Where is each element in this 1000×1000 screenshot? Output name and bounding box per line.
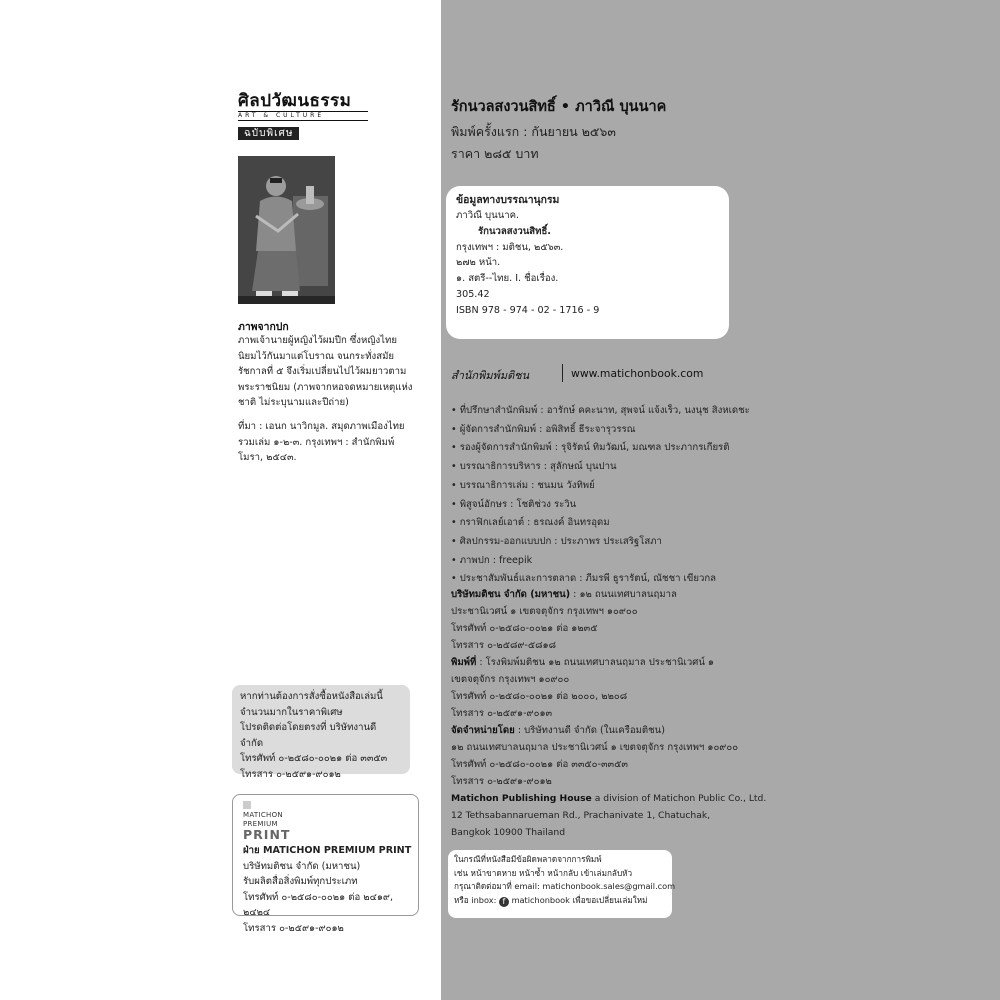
staff-item: • ผู้จัดการสำนักพิมพ์ : อพิสิทธิ์ ธีระจารุวรรณ	[451, 423, 636, 435]
premium-print-line: โทรสาร ๐-๒๕๙๑-๙๐๑๒	[243, 922, 344, 934]
company-line: โทรสาร ๐-๒๕๙๑-๙๐๑๓	[451, 708, 553, 719]
company-line	[451, 586, 771, 603]
order-line: โปรดติดต่อโดยตรงที่ บริษัทงานดี จำกัด	[240, 722, 377, 749]
cover-source-line: ที่มา : เอนก นาวิกมูล. สมุดภาพเมืองไทย	[238, 421, 405, 432]
company-line: โทรศัพท์ ๐-๒๕๘๐-๐๐๒๑ ต่อ ๓๓๕๐-๓๓๕๓	[451, 759, 628, 770]
staff-item: • ที่ปรึกษาสำนักพิมพ์ : อารักษ์ คคะนาท, สุพจน์ แจ้งเร็ว, นงนุช สิงหเดชะ	[451, 405, 750, 416]
book-title: รักนวลสงวนสิทธิ์ • ภาวิณี บุนนาค	[451, 99, 667, 115]
cataloging-book: รักนวลสงวนสิทธิ์.	[478, 225, 551, 237]
cover-source-line: รวมเล่ม ๑-๒-๓. กรุงเทพฯ : สำนักพิมพ์	[238, 436, 395, 448]
price-line: ราคา ๒๘๕ บาท	[451, 146, 539, 161]
company-line-en	[451, 790, 771, 807]
note-line: ในกรณีที่หนังสือมีข้อผิดพลาดจากการพิมพ์	[454, 854, 602, 864]
company-line: เขตจตุจักร กรุงเทพฯ ๑๐๙๐๐	[451, 674, 570, 685]
cataloging-line: ๑. สตรี--ไทย. I. ชื่อเรื่อง.	[456, 273, 559, 285]
company-line-en: 12 Tethsabannarueman Rd., Prachanivate 1, Chatuchak,	[451, 810, 711, 821]
company-line: ๑๒ ถนนเทศบาลนฤมาล ประชานิเวศน์ ๑ เขตจตุจักร กรุงเทพฯ ๑๐๙๐๐	[451, 742, 739, 753]
premium-print-logo-l3: PRINT	[243, 827, 291, 843]
company-line: โทรศัพท์ ๐-๒๕๘๐-๐๐๒๑ ต่อ ๑๒๓๕	[451, 623, 598, 634]
note-line	[454, 894, 666, 908]
company-line: ประชานิเวศน์ ๑ เขตจตุจักร กรุงเทพฯ ๑๐๙๐๐	[451, 606, 638, 617]
premium-print-line: โทรศัพท์ ๐-๒๕๘๐-๐๐๒๑ ต่อ ๒๔๑๙, ๒๔๒๔	[243, 891, 394, 919]
staff-item: • ประชาสัมพันธ์และการตลาด : ภีมรพี ธูรารัตน์, ณัชชา เขียวกล	[451, 573, 717, 585]
note-line: กรุณาติดต่อมาที่ email: matichonbook.sales@gmail.com	[454, 881, 676, 892]
premium-print-line: รับผลิตสื่อสิ่งพิมพ์ทุกประเภท	[243, 876, 358, 888]
staff-item: • ภาพปก : freepik	[451, 554, 533, 566]
staff-item: • รองผู้จัดการสำนักพิมพ์ : รุจิรัตน์ ทิมวัฒน์, มณฑล ประภากรเกียรติ	[451, 442, 730, 454]
publisher-url[interactable]: www.matichonbook.com	[571, 367, 704, 380]
staff-item: • บรรณาธิการบริหาร : สุลักษณ์ บุนปาน	[451, 461, 617, 473]
premium-print-logo-l2: PREMIUM	[243, 819, 278, 828]
company-line	[451, 722, 771, 739]
edition-line: พิมพ์ครั้งแรก : กันยายน ๒๕๖๓	[451, 124, 616, 139]
staff-list	[451, 402, 761, 589]
bulk-order-box	[232, 685, 410, 780]
distributor-label: จัดจำหน่ายโดย	[451, 725, 515, 736]
cataloging-line: 305.42	[456, 288, 490, 300]
premium-print-logo-l1: MATICHON	[243, 811, 283, 820]
premium-print-text	[243, 843, 418, 937]
note-line: เช่น หน้าขาดหาย หน้าซ้ำ หน้ากลับ เข้าเล่มกลับหัว	[454, 867, 633, 878]
cataloging-line: ๒๗๒ หน้า.	[456, 257, 501, 269]
premium-print-line: บริษัทมติชน จำกัด (มหาชน)	[243, 860, 361, 872]
cover-caption-line: ภาพเจ้านายผู้หญิงไว้ผมปีก ซึ่งหญิงไทย	[238, 335, 397, 346]
note-inbox-suffix: เพื่อขอเปลี่ยนเล่มใหม่	[569, 894, 648, 905]
company-address: : ๑๒ ถนนเทศบาลนฤมาล	[570, 589, 677, 600]
logo-main-text: ศิลปวัฒนธรรม	[238, 91, 352, 111]
order-line: หากท่านต้องการสั่งซื้อหนังสือเล่มนี้	[240, 691, 383, 702]
logo-separator	[562, 364, 563, 382]
company-line-en: Bangkok 10900 Thailand	[451, 827, 566, 838]
cataloging-author: ภาวิณี บุนนาค.	[456, 210, 520, 221]
staff-item: • ศิลปกรรม-ออกแบบปก : ประภาพร ประเสริฐโสภา	[451, 535, 662, 547]
company-line: โทรศัพท์ ๐-๒๕๘๐-๐๐๒๑ ต่อ ๒๐๐๐, ๒๒๐๘	[451, 691, 628, 702]
note-inbox-handle[interactable]: matichonbook	[511, 894, 570, 905]
premium-print-box	[232, 794, 419, 934]
cataloging-line: กรุงเทพฯ : มติชน, ๒๕๖๓.	[456, 241, 564, 253]
premium-print-line: ฝ่าย MATICHON PREMIUM PRINT	[243, 845, 412, 856]
cataloging-box	[446, 186, 729, 339]
company-name: บริษัทมติชน จำกัด (มหาชน)	[451, 589, 571, 600]
matichon-publisher-logo: สำนักพิมพ์มติชน	[451, 369, 530, 382]
square-icon	[243, 801, 251, 809]
order-line: จำนวนมากในราคาพิเศษ	[240, 706, 343, 718]
cover-photo	[238, 156, 335, 304]
company-line	[451, 654, 771, 671]
cataloging-isbn: ISBN 978 - 974 - 02 - 1716 - 9	[456, 304, 600, 316]
printed-at-text: : โรงพิมพ์มติชน ๑๒ ถนนเทศบาลนฤมาล ประชานิเวศน์ ๑	[476, 657, 715, 668]
note-inbox-prefix: หรือ inbox:	[454, 894, 499, 905]
cover-source-line: โมรา, ๒๕๔๓.	[238, 452, 297, 464]
staff-item: • บรรณาธิการเล่ม : ชนมน วังทิพย์	[451, 479, 595, 491]
cataloging-heading: ข้อมูลทางบรรณานุกรม	[456, 194, 560, 206]
facebook-icon: f	[499, 897, 509, 907]
staff-item: • กราฟิกเลย์เอาต์ : ธรณงค์ อินทรอุดม	[451, 517, 610, 529]
publishing-house-name: Matichon Publishing House	[451, 793, 592, 804]
printed-at-label: พิมพ์ที่	[451, 657, 477, 668]
logo-band-text: ฉบับพิเศษ	[238, 127, 299, 140]
misprint-note-box	[448, 850, 676, 918]
distributor-text: : บริษัทงานดี จำกัด (ในเครือมติชน)	[514, 725, 665, 736]
cover-caption-line: นิยมไว้กันมาแต่โบราณ จนกระทั่งสมัย	[238, 350, 395, 362]
staff-item: • พิสูจน์อักษร : โชติช่วง ระวิน	[451, 498, 577, 510]
art-culture-logo	[238, 92, 368, 137]
cover-photo-art	[238, 156, 335, 304]
company-line: โทรสาร ๐-๒๕๘๙-๕๘๑๘	[451, 640, 557, 651]
company-line: โทรสาร ๐-๒๕๙๑-๙๐๑๒	[451, 776, 552, 787]
cover-caption-line: ชาติ ไม่ระบุนามและปีถ่าย)	[238, 397, 349, 409]
edition-info	[451, 121, 616, 165]
cover-caption-title: ภาพจากปก	[238, 321, 289, 333]
cover-caption-line: รัชกาลที่ ๕ จึงเริ่มเปลี่ยนไปไว้ผมยาวตาม	[238, 366, 407, 378]
premium-print-logo	[243, 801, 290, 841]
publishing-house-text: a division of Matichon Public Co., Ltd.	[591, 793, 767, 804]
company-info	[451, 586, 771, 841]
order-line: โทรศัพท์ ๐-๒๕๘๐-๐๐๒๑ ต่อ ๓๓๕๓	[240, 753, 388, 765]
order-line: โทรสาร ๐-๒๕๙๑-๙๐๑๒	[240, 768, 341, 780]
cover-source	[238, 419, 418, 466]
cover-caption-line: พระราชนิยม (ภาพจากหอจดหมายเหตุแห่ง	[238, 381, 413, 393]
cover-caption-text	[238, 333, 414, 411]
logo-sub-text: ART & CULTURE	[238, 111, 368, 121]
